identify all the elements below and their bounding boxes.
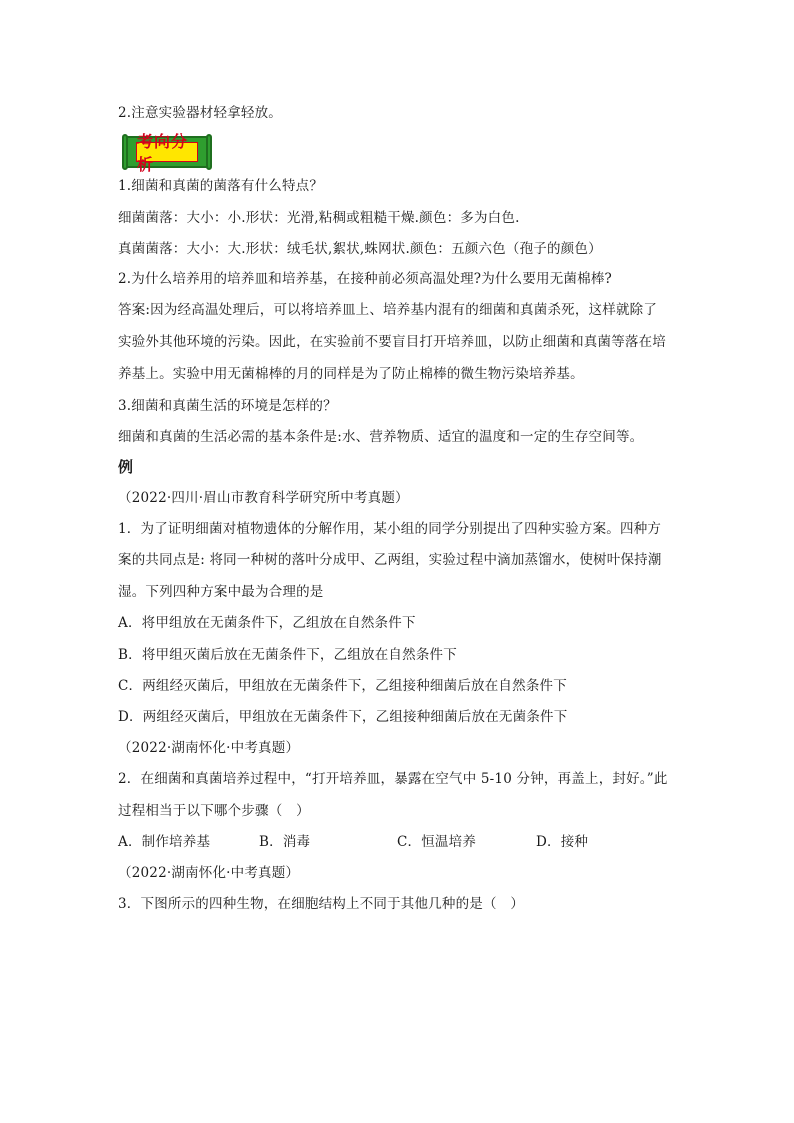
question-2: 2.为什么培养用的培养皿和培养基，在接种前必须高温处理?为什么要用无菌棉棒?	[118, 271, 612, 287]
example-2-stem: 2．在细菌和真菌培养过程中，“打开培养皿，暴露在空气中 5-10 分钟，再盖上，封好。”此	[118, 771, 668, 787]
example-1-option-b: B．将甲组灭菌后放在无菌条件下，乙组放在自然条件下	[118, 647, 457, 663]
answer-1-fungi: 真菌菌落：大小：大.形状：绒毛状,絮状,蛛网状.颜色：五颜六色（孢子的颜色）	[118, 241, 602, 257]
example-2-option-a: A．制作培养基	[118, 834, 211, 850]
badge-scroll-frame	[126, 132, 208, 174]
badge-inner	[136, 132, 198, 174]
example-heading: 例	[118, 458, 134, 476]
example-1-option-d: D．两组经灭菌后，甲组放在无菌条件下，乙组接种细菌后放在无菌条件下	[118, 709, 568, 725]
example-1-stem: 案的共同点是: 将同一种树的落叶分成甲、乙两组，实验过程中滴加蒸馏水，使树叶保持潮	[118, 552, 662, 568]
question-3: 3.细菌和真菌生活的环境是怎样的？	[118, 398, 337, 414]
example-2-option-d: D．接种	[536, 834, 589, 850]
example-2-source: （2022·湖南怀化·中考真题）	[118, 740, 300, 756]
answer-2-line: 养基上。实验中用无菌棉棒的月的同样是为了防止棉棒的微生物污染培养基。	[118, 366, 584, 382]
example-1-source: （2022·四川·眉山市教育科学研究所中考真题）	[118, 490, 409, 506]
answer-3: 细菌和真菌的生活必需的基本条件是:水、营养物质、适宜的温度和一定的生存空间等。	[118, 429, 644, 445]
answer-2-line: 实验外其他环境的污染。因此，在实验前不要盲目打开培养皿，以防止细菌和真菌等落在培	[118, 334, 666, 350]
question-1: 1.细菌和真菌的菌落有什么特点？	[118, 178, 324, 194]
answer-1-bacteria: 细菌菌落：大小：小.形状：光滑,粘稠或粗糙干燥.颜色：多为白色.	[118, 210, 520, 226]
badge-label: 考向分析	[137, 132, 189, 174]
example-1-option-c: C．两组经灭菌后，甲组放在无菌条件下，乙组接种细菌后放在自然条件下	[118, 678, 567, 694]
example-1-stem: 1．为了证明细菌对植物遗体的分解作用，某小组的同学分别提出了四种实验方案。四种方	[118, 521, 662, 537]
intro-note: 2.注意实验器材轻拿轻放。	[118, 105, 282, 121]
example-2-option-c: C．恒温培养	[397, 834, 477, 850]
example-3-source: （2022·湖南怀化·中考真题）	[118, 865, 300, 881]
answer-2-line: 答案:因为经高温处理后，可以将培养皿上、培养基内混有的细菌和真菌杀死，这样就除了	[118, 302, 658, 318]
example-2-option-b: B．消毒	[259, 834, 311, 850]
section-badge	[120, 132, 212, 172]
example-1-stem: 湿。下列四种方案中最为合理的是	[118, 584, 324, 600]
example-1-option-a: A．将甲组放在无菌条件下，乙组放在自然条件下	[118, 615, 416, 631]
example-3-stem: 3．下图所示的四种生物，在细胞结构上不同于其他几种的是（ ）	[118, 896, 525, 912]
example-2-stem: 过程相当于以下哪个步骤（ ）	[118, 803, 310, 819]
